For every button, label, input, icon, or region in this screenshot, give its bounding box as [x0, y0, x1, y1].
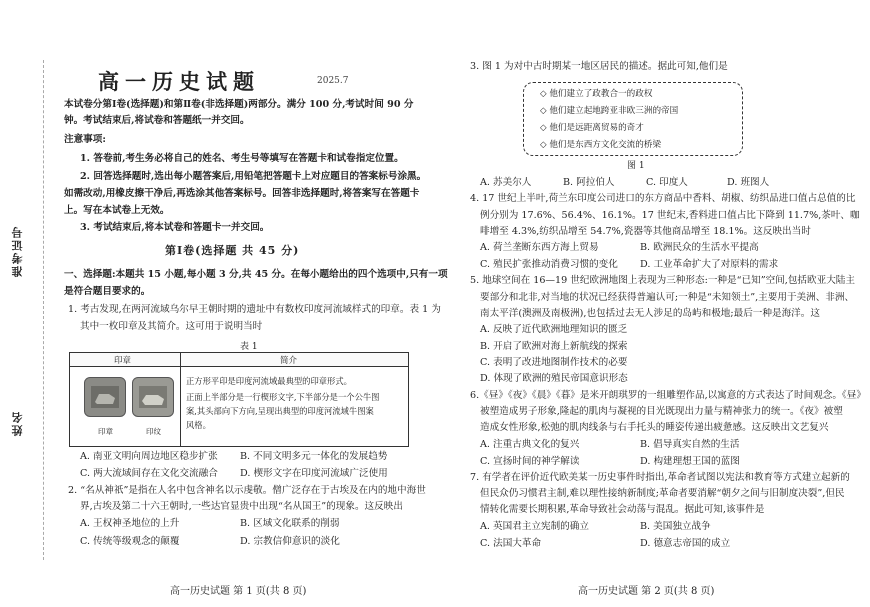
q4-option-a: A. 荷兰垄断东西方海上贸易 — [480, 242, 599, 253]
q5-option-b: B. 开启了欧洲对海上新航线的探索 — [480, 341, 628, 352]
q6-stem: 造成女性形象,松弛的肌肉线条与右手托头的睡姿传递出疲惫感。这反映出文艺复兴 — [480, 422, 829, 433]
section-title: 第Ⅰ卷(选择题 共 45 分) — [165, 244, 300, 257]
exam-date: 2025.7 — [317, 76, 349, 86]
q7-option-d: D. 德意志帝国的成立 — [640, 538, 731, 549]
table-desc-line: 正方形平印是印度河流域最典型的印章形式。 — [186, 376, 352, 386]
q6-option-d: D. 构建理想王国的蓝图 — [640, 456, 740, 467]
q6-option-a: A. 注重古典文化的复兴 — [480, 439, 580, 450]
instruction-line: 上。写在本试卷上无效。 — [64, 205, 170, 216]
q5-option-a: A. 反映了近代欧洲地理知识的匮乏 — [480, 324, 628, 335]
q7-stem: 但民众仍习惯君主制,难以理性接纳新制度;革命者要消解“朝夕之间与旧制度决裂”,但民 — [480, 488, 845, 499]
q2-stem: 界,古埃及第二十六王朝时,一些达官显贵中出现“名从国王”的现象。这反映出 — [80, 501, 403, 512]
q4-option-b: B. 欧洲民众的生活水平提高 — [640, 242, 759, 253]
instruction-line: 1. 答卷前,考生务必将自己的姓名、考生号等填写在答题卡和试卷指定位置。 — [80, 153, 404, 164]
q3-option-a: A. 苏美尔人 — [480, 177, 532, 188]
q1-option-d: D. 楔形文字在印度河流域广泛使用 — [240, 468, 388, 479]
figure-line: ◇ 他们是东西方文化交流的桥梁 — [540, 140, 662, 150]
q6-option-c: C. 宣扬时间的神学解读 — [480, 456, 580, 467]
instruction-line: 钟。考试结束后,将试卷和答题纸一并交回。 — [64, 115, 250, 126]
instruction-line: 如需改动,用橡皮擦干净后,再选涂其他答案标号。回答非选择题时,将答案写在答题卡 — [64, 188, 420, 199]
q7-option-c: C. 法国大革命 — [480, 538, 542, 549]
instruction-line: 2. 回答选择题时,选出每小题答案后,用铅笔把答题卡上对应题目的答案标号涂黑。 — [80, 171, 427, 182]
table-caption: 表 1 — [240, 342, 258, 352]
page-footer-left: 高一历史试题 第 1 页(共 8 页) — [170, 586, 307, 597]
q1-option-a: A. 南亚文明向周边地区稳步扩张 — [80, 451, 218, 462]
q5-option-d: D. 体现了欧洲的殖民帝国意识形态 — [480, 373, 628, 384]
seal-image — [84, 377, 126, 417]
cut-line — [43, 60, 44, 560]
q7-option-b: B. 美国独立战争 — [640, 521, 711, 532]
q2-option-b: B. 区域文化联系的削弱 — [240, 518, 340, 529]
q2-option-d: D. 宗教信仰意识的淡化 — [240, 536, 340, 547]
q3-stem: 3. 图 1 为对中古时期某一地区居民的描述。据此可知,他们是 — [470, 61, 728, 72]
q4-stem: 4. 17 世纪上半叶,荷兰东印度公司进口的东方商品中香料、胡椒、纺织品进口值占总值的比 — [470, 193, 856, 204]
section-intro: 是符合题目要求的。 — [64, 286, 151, 297]
impression-caption: 印纹 — [146, 427, 161, 436]
q5-stem: 要部分和北非,对当地的状况已经获得普遍认可;一种是“未知领土”,主要用于美洲、非洲、 — [480, 292, 855, 303]
name-label: 姓名 — [11, 410, 24, 436]
q7-option-a: A. 英国君主立宪制的确立 — [480, 521, 589, 532]
q3-option-c: C. 印度人 — [646, 177, 688, 188]
page-title: 高一历史试题 — [98, 70, 260, 94]
instruction-line: 本试卷分第Ⅰ卷(选择题)和第Ⅱ卷(非选择题)两部分。满分 100 分,考试时间 90 分 — [64, 99, 414, 110]
header-seal: 印章 — [114, 356, 132, 366]
table-header — [70, 353, 408, 367]
q2-stem: 2. “名从神祇”是指在人名中包含神名以示虔敬。僧广泛存在于古埃及在内的地中海世 — [68, 485, 426, 496]
exam-number-label: 准考证号 — [11, 225, 24, 277]
q1-stem: 其中一枚印章及其简介。这可用于说明当时 — [80, 321, 263, 332]
q5-stem: 5. 地球空间在 16—19 世纪欧洲地图上表现为三种形态:一种是“已知”空间,包括欧亚大陆主 — [470, 275, 855, 286]
q4-option-c: C. 殖民扩张推动消费习惯的变化 — [480, 259, 618, 270]
q4-option-d: D. 工业革命扩大了对原料的需求 — [640, 259, 779, 270]
q3-option-b: B. 阿拉伯人 — [563, 177, 615, 188]
q5-option-c: C. 表明了改进地图制作技术的必要 — [480, 357, 628, 368]
q6-stem: 被塑造成男子形象,隆起的肌肉与凝视的目光既现出力量与精神张力的统一。《夜》被塑 — [480, 406, 843, 417]
q4-stem: 啡增至 4.3%,纺织品增至 54.7%,瓷器等其他商品增至 18.1%。这反映出当时 — [480, 226, 811, 237]
q1-option-b: B. 不同文明多元一体化的发展趋势 — [240, 451, 388, 462]
section-intro: 一、选择题:本题共 15 小题,每小题 3 分,共 45 分。在每小题给出的四个选项中,只有一项 — [64, 269, 448, 280]
table-desc-line: 案,其头部向下方向,呈现出典型的印度河流域牛图案 — [186, 406, 374, 416]
table-desc-line: 风格。 — [186, 420, 211, 430]
notice-heading: 注意事项: — [64, 134, 106, 145]
figure-line: ◇ 他们建立起地跨亚非欧三洲的帝国 — [540, 106, 679, 116]
seal-table — [69, 352, 409, 447]
q1-stem: 1. 考古发现,在两河流域乌尔早王朝时期的遗址中有数枚印度河流域样式的印章。表 1 为 — [68, 304, 441, 315]
page-footer-right: 高一历史试题 第 2 页(共 8 页) — [578, 586, 715, 597]
table-desc-line: 正面上半部分是一行楔形文字,下半部分是一个公牛图 — [186, 392, 380, 402]
seal-caption: 印章 — [98, 427, 113, 436]
q4-stem: 例分别为 17.6%、56.4%、16.1%。17 世纪末,香料进口值占比下降到 11.7%,茶叶、咖 — [480, 210, 860, 221]
q2-option-a: A. 王权神圣地位的上升 — [80, 518, 180, 529]
binding-margin — [0, 0, 58, 607]
figure-1-box — [523, 82, 743, 156]
q7-stem: 7. 有学者在评价近代欧美某一历史事件时指出,革命者试图以宪法和教育等方式建立起新的 — [470, 472, 850, 483]
header-intro: 简介 — [280, 356, 298, 366]
figure-line: ◇ 他们建立了政教合一的政权 — [540, 89, 653, 99]
q7-stem: 情转化需要长期积累,革命导致社会动荡与混乱。据此可知,该事件是 — [480, 504, 765, 515]
q1-option-c: C. 两大流域间存在文化交流融合 — [80, 468, 218, 479]
seal-impression-image — [132, 377, 174, 417]
q2-option-c: C. 传统等级观念的颠覆 — [80, 536, 180, 547]
q5-stem: 南太平洋(澳洲及南极洲),也包括过去无人涉足的岛屿和极地;最后一种是海洋。这 — [480, 308, 820, 319]
q6-option-b: B. 倡导真实自然的生活 — [640, 439, 740, 450]
figure-line: ◇ 他们是远距离贸易的奇才 — [540, 123, 644, 133]
q6-stem: 6.《昼》《夜》《晨》《暮》是米开朗琪罗的一组雕塑作品,以寓意的方式表达了时间观念。《昼》 — [470, 390, 866, 401]
q3-option-d: D. 班图人 — [727, 177, 770, 188]
instruction-line: 3. 考试结束后,将本试卷和答题卡一并交回。 — [80, 222, 270, 233]
figure-caption: 图 1 — [627, 161, 645, 171]
